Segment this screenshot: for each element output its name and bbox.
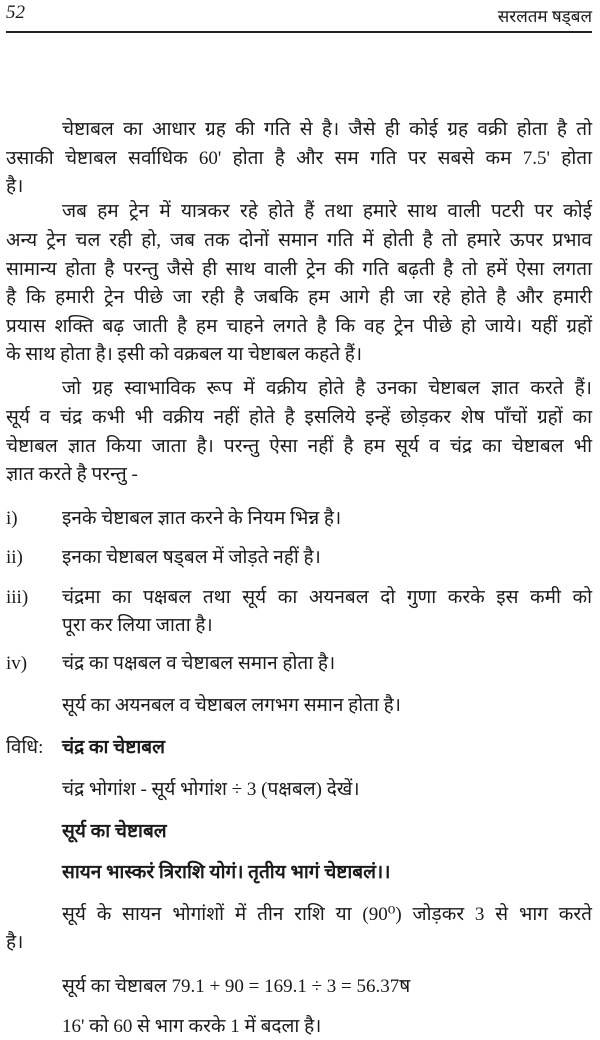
page-number: 52 xyxy=(6,2,25,23)
text-line: है। xyxy=(6,176,24,197)
text-line: जब हम ट्रेन में यात्रकर रहे होते हैं तथा हमारे साथ वाली पटरी पर कोई xyxy=(62,201,592,222)
list-number: iii) xyxy=(6,587,29,608)
moon-formula: चंद्र भोगांश - सूर्य भोगांश ÷ 3 (पक्षबल) देखें। xyxy=(62,779,360,800)
moon-heading: चंद्र का चेष्टाबल xyxy=(62,737,165,758)
list-number: iv) xyxy=(6,653,28,674)
method-label: विधि: xyxy=(6,737,44,758)
conversion-note: 16' को 60 से भाग करके 1 में बदला है। xyxy=(62,1016,322,1037)
text-line: चेष्टाबल ज्ञात किया जाता है। परन्तु ऐसा नहीं है हम सूर्य व चंद्र का चेष्टाबल भी xyxy=(6,436,592,457)
sun-description: सूर्य के सायन भोगांशों में तीन राशि या (90⁰) जोड़कर 3 से भाग करते xyxy=(62,904,592,925)
sun-description: है। xyxy=(6,932,24,953)
list-item: पूरा कर लिया जाता है। xyxy=(62,615,213,636)
text-line: उसाकी चेष्टाबल सर्वाधिक 60' होता है और सम गति पर सबसे कम 7.5' होता xyxy=(6,148,592,169)
running-title: सरलतम षड्बल xyxy=(497,7,592,26)
sun-shloka: सायन भास्करं त्रिराशि योगं। तृतीय भागं चेष्टाबलं।। xyxy=(62,862,391,883)
text-line: है कि हमारी ट्रेन पीछे जा रही है जबकि हम आगे ही जा रहे होते है और हमारी xyxy=(6,287,592,308)
list-item: चंद्रमा का पक्षबल तथा सूर्य का अयनबल दो गुणा करके इस कमी को xyxy=(62,587,592,608)
list-number: i) xyxy=(6,508,18,529)
text-line: चेष्टाबल का आधार ग्रह की गति से है। जैसे ही कोई ग्रह वक्री होता है तो xyxy=(62,119,592,140)
text-line: के साथ होता है। इसी को वक्रबल या चेष्टाबल कहते हैं। xyxy=(6,344,363,365)
text-line: ज्ञात करते है परन्तु - xyxy=(6,464,138,485)
sun-calculation: सूर्य का चेष्टाबल 79.1 + 90 = 169.1 ÷ 3 = 56.37ष xyxy=(62,976,411,997)
list-item: इनके चेष्टाबल ज्ञात करने के नियम भिन्न है। xyxy=(62,508,342,529)
text-line: प्रयास शक्ति बढ़ जाती है हम चाहने लगते है कि वह ट्रेन पीछे हो जाये। यहीं ग्रहों xyxy=(6,316,592,337)
list-item: सूर्य का अयनबल व चेष्टाबल लगभग समान होता है। xyxy=(62,695,401,716)
sun-heading: सूर्य का चेष्टाबल xyxy=(62,821,167,842)
list-item: इनका चेष्टाबल षड्बल में जोड़ते नहीं है। xyxy=(62,547,321,568)
text-line: जो ग्रह स्वाभाविक रूप में वक्रीय होते है उनका चेष्टाबल ज्ञात करते हैं। xyxy=(62,378,592,399)
text-line: अन्य ट्रेन चल रही हो, जब तक दोनों समान गति में होती है तो हमारे ऊपर प्रभाव xyxy=(6,230,592,251)
text-line: सामान्य होता है परन्तु जैसे ही साथ वाली ट्रेन की गति बढ़ती है तो हमें ऐसा लगता xyxy=(6,259,592,280)
list-item: चंद्र का पक्षबल व चेष्टाबल समान होता है। xyxy=(62,653,336,674)
list-number: ii) xyxy=(6,547,23,568)
header-rule xyxy=(6,31,592,33)
text-line: सूर्य व चंद्र कभी भी वक्रीय नहीं होते है इसलिये इन्हें छोड़कर शेष पाँचों ग्रहों का xyxy=(6,407,592,428)
